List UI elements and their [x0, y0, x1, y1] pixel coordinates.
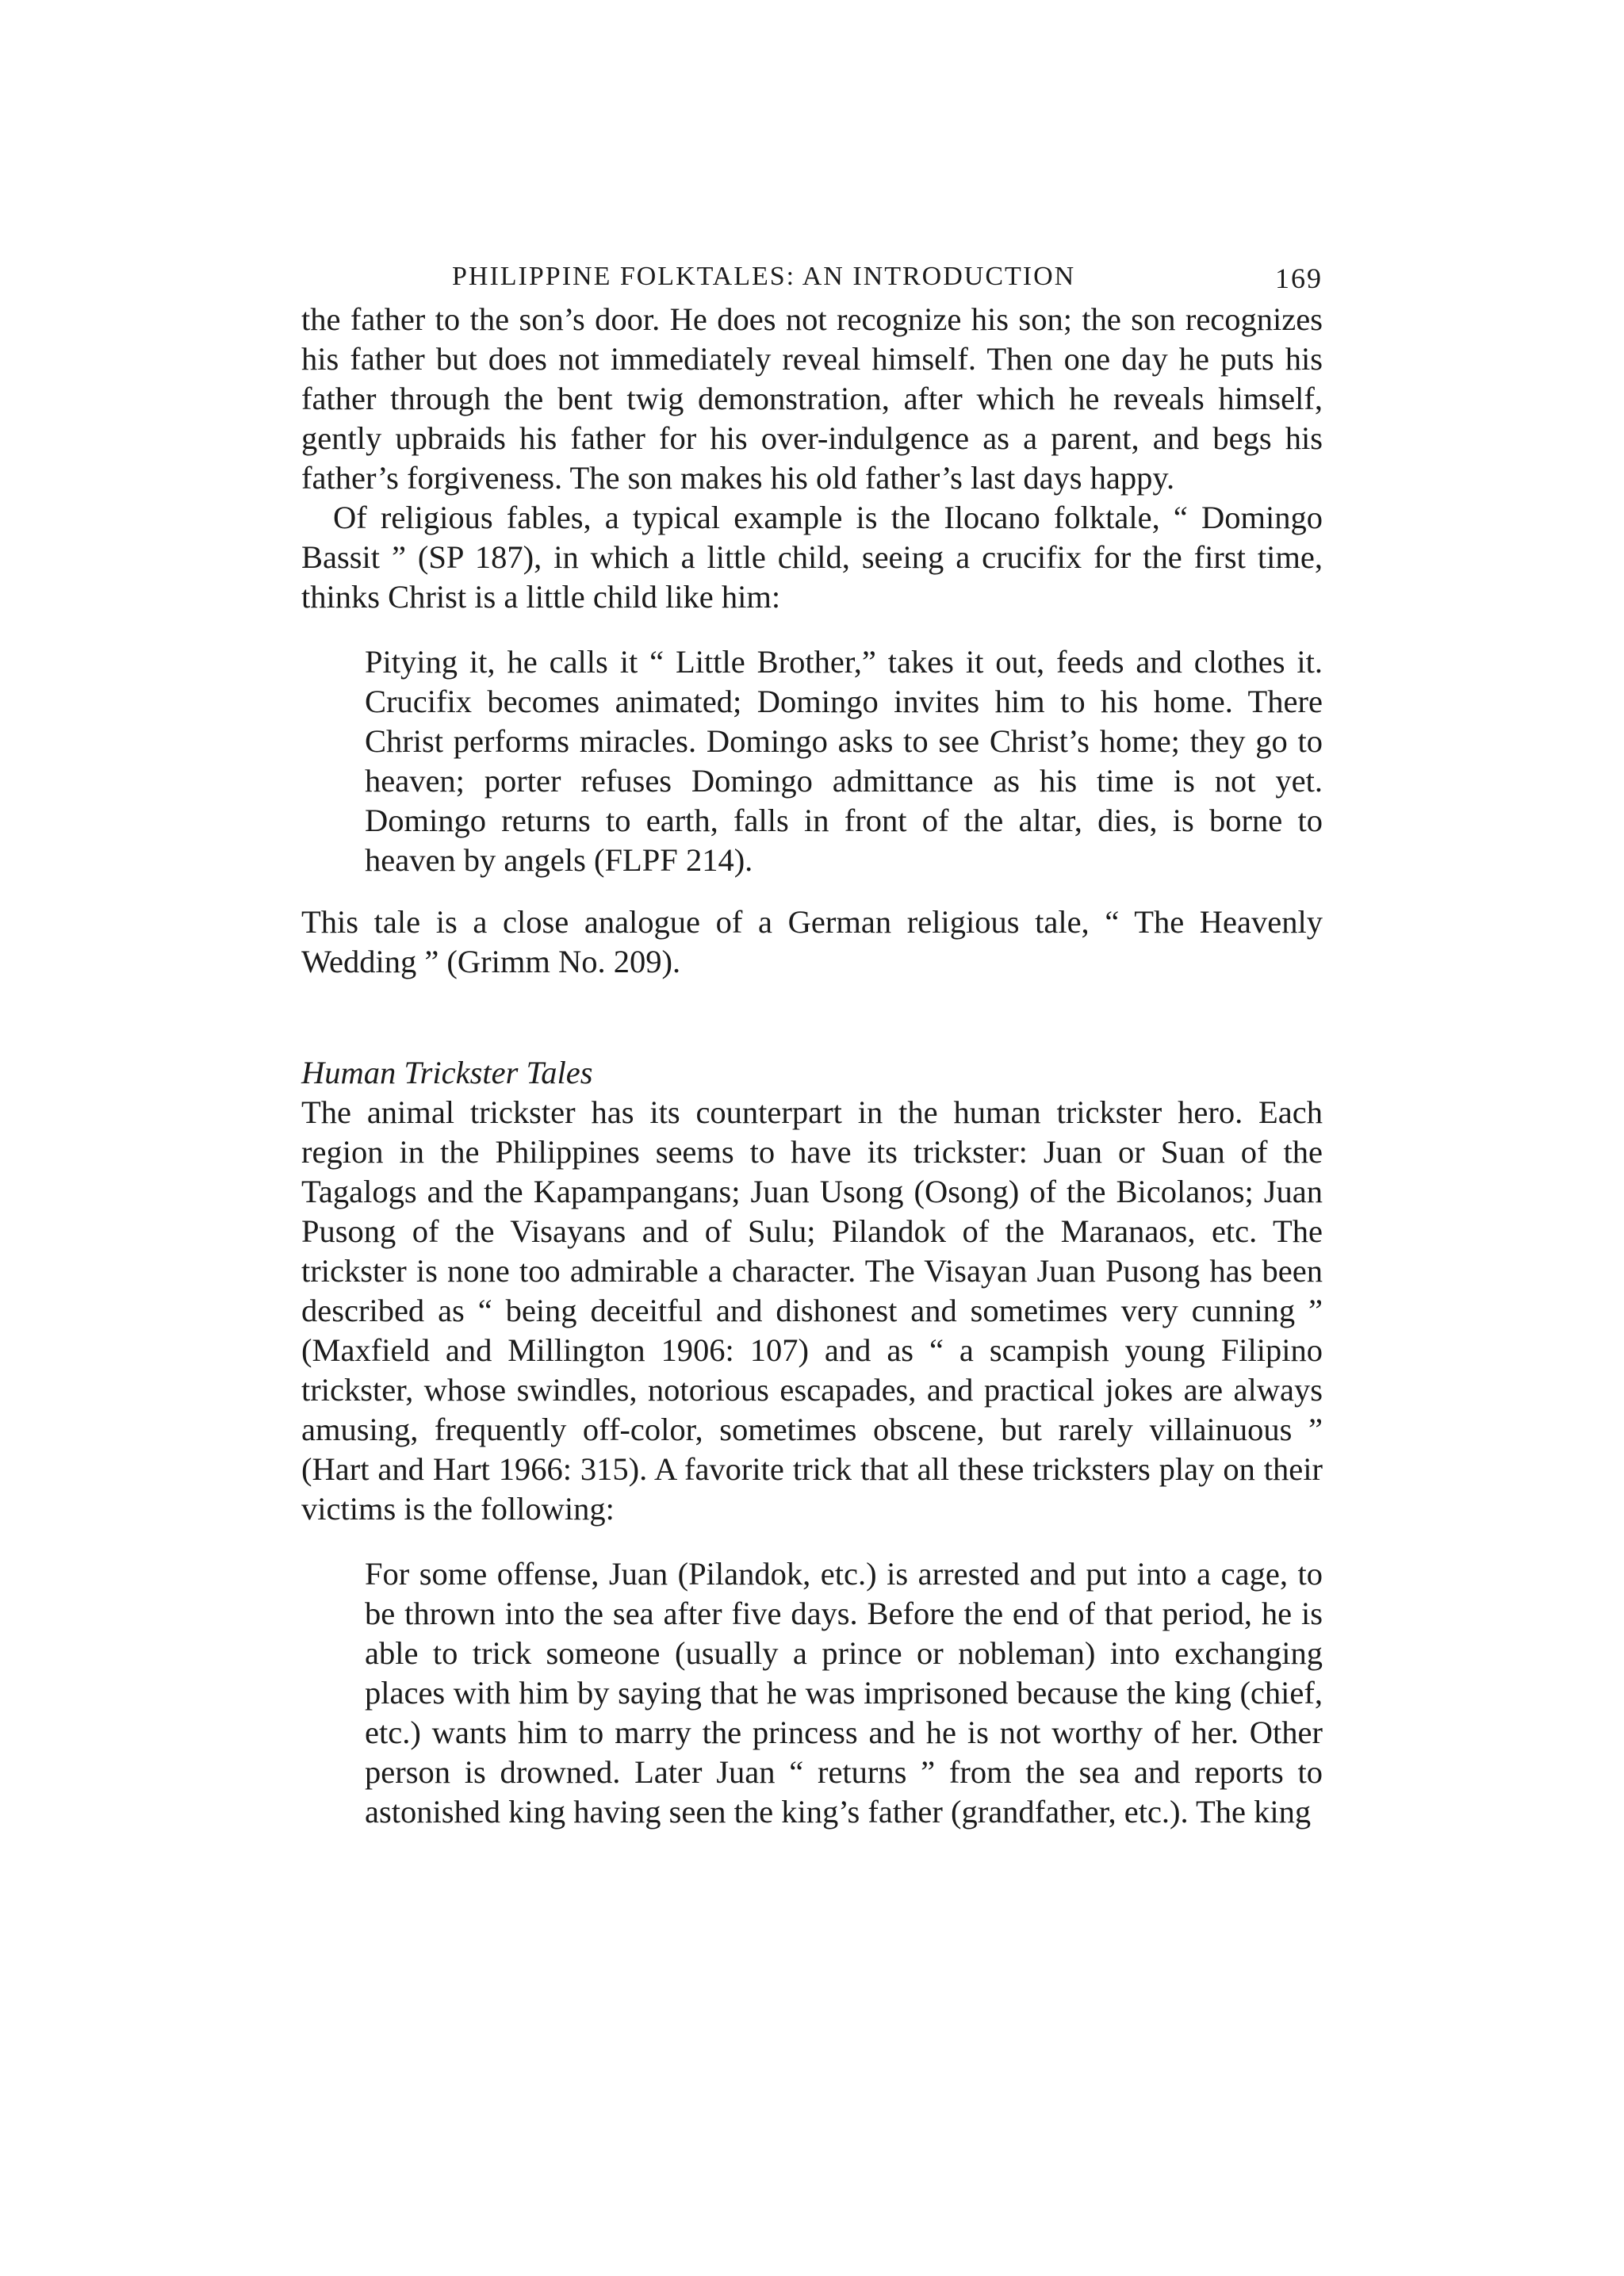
body-text-3: [301, 1093, 1323, 1529]
block-quote-domingo: Pitying it, he calls it “ Little Brother,” takes it out, feeds and clothes it. Crucifix becomes animated; Domingo invites him to his home. There Christ performs miracles. Domingo asks to see Christ’s home; they go to heaven; porter refuses Domingo admittance as his time is not yet. Domingo returns to earth, falls in front of the altar, dies, is borne to heaven by angels (FLPF 214).: [365, 644, 1323, 878]
running-title: PHILIPPINE FOLKTALES: AN INTRODUCTION: [452, 262, 1076, 291]
paragraph-continued: the father to the son’s door. He does not recognize his son; the son recognizes his father but does not immediately reveal himself. Then one day he puts his father through the bent twig demonstration, after which he reveals himself, gently upbraids his father for his over-indulgence as a parent, and begs his father’s forgiveness. The son makes his old father’s last days happy.: [301, 301, 1323, 496]
section-heading: Human Trickster Tales: [301, 1055, 593, 1090]
book-page: [301, 262, 1323, 1854]
body-text-2: [301, 902, 1323, 982]
running-header: [301, 262, 1323, 300]
paragraph-religious-fables: Of religious fables, a typical example is the Ilocano folktale, “ Domingo Bassit ” (SP 187), in which a little child, seeing a crucifix for the first time, thinks Christ is a little child like him:: [301, 500, 1323, 615]
block-quote-juan: For some offense, Juan (Pilandok, etc.) is arrested and put into a cage, to be thrown into the sea after five days. Before the end of that period, he is able to trick someone (usually a prince or nobleman) into exchanging places with him by saying that he was imprisoned because the king (chief, etc.) wants him to marry the princess and he is not worthy of her. Other person is drowned. Later Juan “ returns ” from the sea and reports to astonished king having seen the king’s father (grandfather, etc.). The king: [365, 1556, 1323, 1830]
paragraph-trickster: The animal trickster has its counterpart in the human trickster hero. Each region in the Philippines seems to have its trickster: Juan or Suan of the Tagalogs and the Kapampangans; Juan Usong (Osong) of the Bicolanos; Juan Pusong of the Visayans and of Sulu; Pilandok of the Maranaos, etc. The trickster is none too admirable a character. The Visayan Juan Pusong has been described as “ being deceitful and dishonest and sometimes very cunning ” (Maxfield and Millington 1906: 107) and as “ a scampish young Filipino trickster, whose swindles, notorious escapades, and practical jokes are always amusing, frequently off-color, sometimes obscene, but rarely villainuous ” (Hart and Hart 1966: 315). A favorite trick that all these tricksters play on their victims is the following:: [301, 1094, 1323, 1527]
page-number: 169: [1275, 262, 1323, 294]
body-text: [301, 300, 1323, 617]
paragraph-analogue: This tale is a close analogue of a German religious tale, “ The Heavenly Wedding ” (Grimm No. 209).: [301, 904, 1323, 979]
